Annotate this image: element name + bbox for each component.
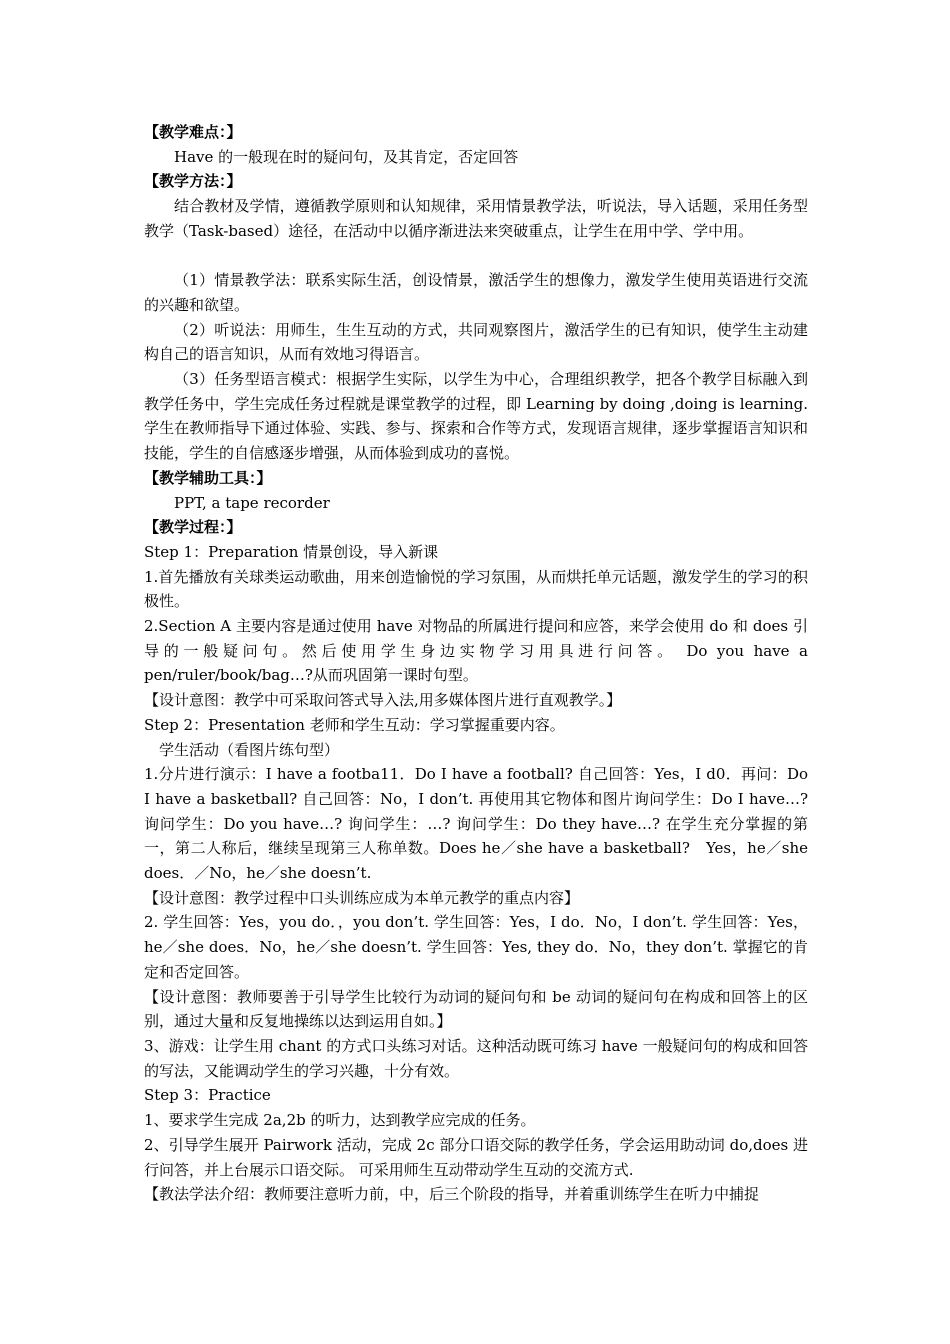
paragraph: 2.Section A 主要内容是通过使用 have 对物品的所属进行提问和应答，来学会使用 do 和 does 引导的一般疑问句。然后使用学生身边实物学习用具进行问答。 Do you have a pen/ruler/book/bag…?从而巩固第一课时句型。 bbox=[144, 617, 808, 685]
paragraph: 2. 学生回答：Yes，you do．，you don’t. 学生回答：Yes，I do．No，I don’t. 学生回答：Yes，he／she does．No，he／she doesn’t. 学生回答：Yes, they do．No，they don’t. 掌握它的肯定和否定回答。 bbox=[144, 913, 808, 981]
step-heading: Step 3：Practice bbox=[144, 1086, 271, 1105]
paragraph: （2）听说法：用师生，生生互动的方式，共同观察图片，激活学生的已有知识，使学生主动建构自己的语言知识，从而有效地习得语言。 bbox=[144, 320, 808, 364]
paragraph: 学生活动（看图片练句型） bbox=[159, 740, 340, 759]
paragraph: 结合教材及学情，遵循教学原则和认知规律，采用情景教学法，听说法，导入话题，采用任务型教学（Task-based）途径，在活动中以循序渐进法来突破重点，让学生在用中学、学中用。 bbox=[144, 197, 808, 240]
heading-tools: 【教学辅助工具：】 bbox=[144, 468, 272, 487]
paragraph: Have 的一般现在时的疑问句，及其肯定，否定回答 bbox=[174, 147, 519, 166]
heading-methods: 【教学方法：】 bbox=[144, 172, 242, 191]
step-heading: Step 2：Presentation 老师和学生互动：学习掌握重要内容。 bbox=[144, 715, 565, 734]
paragraph: （1）情景教学法：联系实际生活，创设情景，激活学生的想像力，激发学生使用英语进行交流的兴趣和欲望。 bbox=[144, 271, 808, 314]
heading-process: 【教学过程：】 bbox=[144, 518, 242, 537]
blank-line bbox=[144, 244, 808, 269]
paragraph: （3）任务型语言模式：根据学生实际，以学生为中心，合理组织教学，把各个教学目标融入到教学任务中，学生完成任务过程就是课堂教学的过程，即 Learning by doing ,doing is learning.学生在教师指导下通过体验、实践、参与、探索和合作等方式，发现语言规律，逐步掌握语言知识和技能，学生的自信感逐步增强，从而体验到成功的喜悦。 bbox=[144, 370, 808, 463]
paragraph: PPT, a tape recorder bbox=[174, 493, 330, 512]
document-page bbox=[144, 120, 808, 1207]
heading-difficulties: 【教学难点：】 bbox=[144, 123, 242, 141]
paragraph: 3、游戏：让学生用 chant 的方式口头练习对话。这种活动既可练习 have 一般疑问句的构成和回答的写法，又能调动学生的学习兴趣，十分有效。 bbox=[144, 1037, 808, 1080]
paragraph: 2、引导学生展开 Pairwork 活动，完成 2c 部分口语交际的教学任务，学会运用助动词 do,does 进行问答，并上台展示口语交际。 可采用师生互动带动学生互动的交流方式. bbox=[144, 1135, 808, 1179]
design-intent: 【设计意图：教师要善于引导学生比较行为动词的疑问句和 be 动词的疑问句在构成和回答上的区别，通过大量和反复地操练以达到运用自如。】 bbox=[144, 987, 808, 1031]
design-intent: 【设计意图：教学中可采取问答式导入法,用多媒体图片进行直观教学。】 bbox=[144, 691, 622, 710]
paragraph: 1、要求学生完成 2a,2b 的听力，达到教学应完成的任务。 bbox=[144, 1111, 536, 1130]
design-intent: 【设计意图：教学过程中口头训练应成为本单元教学的重点内容】 bbox=[144, 888, 580, 907]
paragraph: 【教法学法介绍：教师要注意听力前，中，后三个阶段的指导，并着重训练学生在听力中捕捉 bbox=[144, 1185, 760, 1204]
paragraph: 1.首先播放有关球类运动歌曲，用来创造愉悦的学习氛围，从而烘托单元话题，激发学生的学习的积极性。 bbox=[144, 567, 808, 611]
paragraph: 1.分片进行演示：I have a footba11．Do I have a football? 自己回答：Yes，I d0．再问：Do I have a basketball? 自己回答：No，I don’t. 再使用其它物体和图片询问学生：Do I have…? 询问学生：Do you have…? 询问学生：…? 询问学生：Do they have…? 在学生充分掌握的第一，第二人称后，继续呈现第三人称单数。Does he／she have a basketball? Yes，he／she does．／No，he／she doesn’t. bbox=[144, 765, 808, 883]
step-heading: Step 1：Preparation 情景创设，导入新课 bbox=[144, 542, 439, 561]
